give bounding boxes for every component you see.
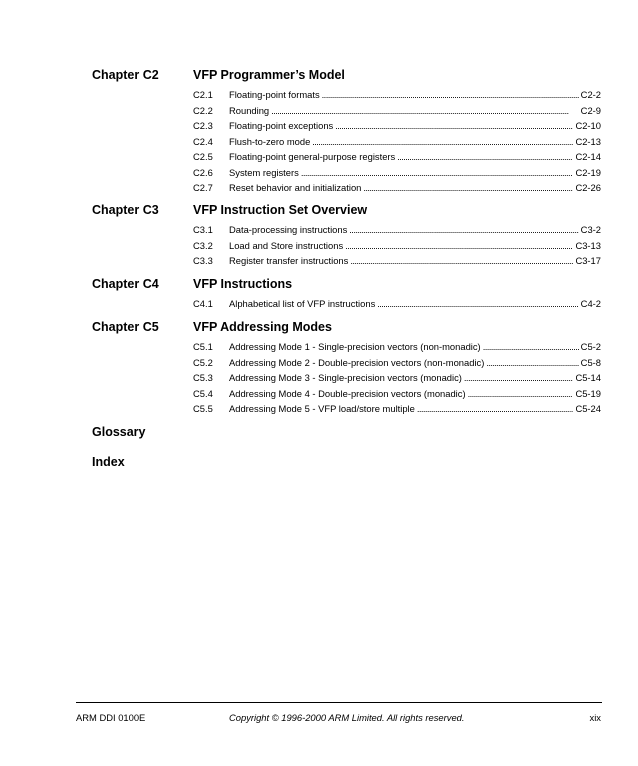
page-number: C3-13 (575, 239, 601, 251)
toc-entry[interactable] (193, 149, 601, 165)
section-number: C2.1 (193, 89, 213, 100)
toc-entry[interactable] (193, 386, 601, 402)
section-number: C5.1 (193, 341, 213, 352)
chapter-title[interactable]: VFP Programmer’s Model (193, 68, 345, 82)
glossary-link[interactable]: Glossary (92, 425, 146, 439)
page-number: C2-26 (575, 182, 601, 193)
dot-leader (417, 401, 574, 417)
page-number: C2-13 (575, 135, 601, 147)
section-number: C2.5 (193, 151, 213, 162)
section-title: Floating-point formats (229, 89, 320, 100)
section-title: Reset behavior and initialization (229, 182, 362, 193)
section-title: Load and Store instructions (229, 239, 344, 251)
page-number: C4-2 (580, 298, 601, 309)
toc-entry[interactable] (193, 355, 601, 371)
toc-entry[interactable] (193, 103, 601, 119)
dot-leader (363, 180, 573, 196)
page-number: C2-9 (580, 104, 601, 116)
page-number: C3-2 (580, 224, 601, 235)
section-title: Data-processing instructions (229, 224, 348, 235)
footer-divider (76, 702, 602, 703)
page-number: C2-14 (575, 151, 601, 162)
section-title: Rounding (229, 104, 270, 116)
toc-entry[interactable] (193, 118, 601, 134)
section-title: Addressing Mode 5 - VFP load/store multiple (229, 403, 415, 414)
toc-entry[interactable] (193, 296, 601, 312)
section-title: Addressing Mode 3 - Single-precision vectors (monadic) (229, 372, 462, 383)
toc-entry[interactable] (193, 370, 601, 386)
section-title: Addressing Mode 4 - Double-precision vectors (monadic) (229, 387, 466, 399)
chapter-label: Chapter C2 (92, 68, 159, 82)
section-number: C2.3 (193, 120, 213, 131)
dot-leader (483, 339, 579, 355)
dot-leader (322, 87, 579, 103)
index-link[interactable]: Index (92, 455, 125, 469)
page-number: C2-19 (575, 166, 601, 178)
section-list (193, 87, 601, 196)
toc-entry[interactable] (193, 180, 601, 196)
section-number: C5.5 (193, 403, 213, 414)
dot-leader (349, 222, 578, 238)
page-number: C2-10 (575, 120, 601, 131)
section-number: C2.2 (193, 104, 213, 116)
chapter-title[interactable]: VFP Instructions (193, 277, 293, 291)
section-number: C2.4 (193, 135, 213, 147)
section-title: Addressing Mode 2 - Double-precision vectors (non-monadic) (229, 356, 485, 368)
section-number: C2.7 (193, 182, 213, 193)
page-number: C5-14 (575, 372, 601, 383)
dot-leader (486, 355, 578, 371)
section-title: Register transfer instructions (229, 255, 349, 266)
section-list (193, 296, 601, 312)
dot-leader (350, 253, 573, 269)
section-number: C5.3 (193, 372, 213, 383)
section-title: Alphabetical list of VFP instructions (229, 298, 376, 309)
section-list (193, 339, 601, 417)
toc-entry[interactable] (193, 401, 601, 417)
dot-leader (345, 238, 573, 254)
section-number: C2.6 (193, 166, 213, 178)
dot-leader (464, 370, 574, 386)
chapter-label: Chapter C3 (92, 203, 159, 217)
toc-entry[interactable] (193, 222, 601, 238)
chapter-label: Chapter C4 (92, 277, 159, 291)
copyright-notice: Copyright © 1996-2000 ARM Limited. All rights reserved. (229, 712, 465, 723)
toc-entry[interactable] (193, 134, 601, 150)
toc-entry[interactable] (193, 87, 601, 103)
document-id: ARM DDI 0100E (76, 712, 146, 723)
section-title: System registers (229, 166, 299, 178)
toc-entry[interactable] (193, 238, 601, 254)
dot-leader (377, 296, 578, 312)
section-list (193, 222, 601, 269)
page-number: C2-2 (580, 89, 601, 100)
toc-entry[interactable] (193, 253, 601, 269)
page-number: C3-17 (575, 255, 601, 266)
page-number: C5-24 (575, 403, 601, 414)
section-number: C4.1 (193, 298, 213, 309)
dot-leader (468, 386, 574, 402)
page-number: C5-19 (575, 387, 601, 399)
dot-leader (312, 134, 573, 150)
section-title: Floating-point general-purpose registers (229, 151, 396, 162)
section-title: Floating-point exceptions (229, 120, 334, 131)
chapter-title[interactable]: VFP Instruction Set Overview (193, 203, 368, 217)
dot-leader (271, 103, 579, 119)
section-number: C3.1 (193, 224, 213, 235)
chapter-label: Chapter C5 (92, 320, 159, 334)
section-number: C5.2 (193, 356, 213, 368)
page-number-footer: xix (589, 712, 601, 723)
section-number: C3.3 (193, 255, 213, 266)
chapter-title[interactable]: VFP Addressing Modes (193, 320, 332, 334)
page-number: C5-8 (580, 356, 601, 368)
dot-leader (397, 149, 573, 165)
section-title: Flush-to-zero mode (229, 135, 311, 147)
toc-entry[interactable] (193, 165, 601, 181)
dot-leader (335, 118, 573, 134)
section-number: C5.4 (193, 387, 213, 399)
dot-leader (301, 165, 574, 181)
section-number: C3.2 (193, 239, 213, 251)
page-number: C5-2 (580, 341, 601, 352)
toc-entry[interactable] (193, 339, 601, 355)
section-title: Addressing Mode 1 - Single-precision vectors (non-monadic) (229, 341, 481, 352)
